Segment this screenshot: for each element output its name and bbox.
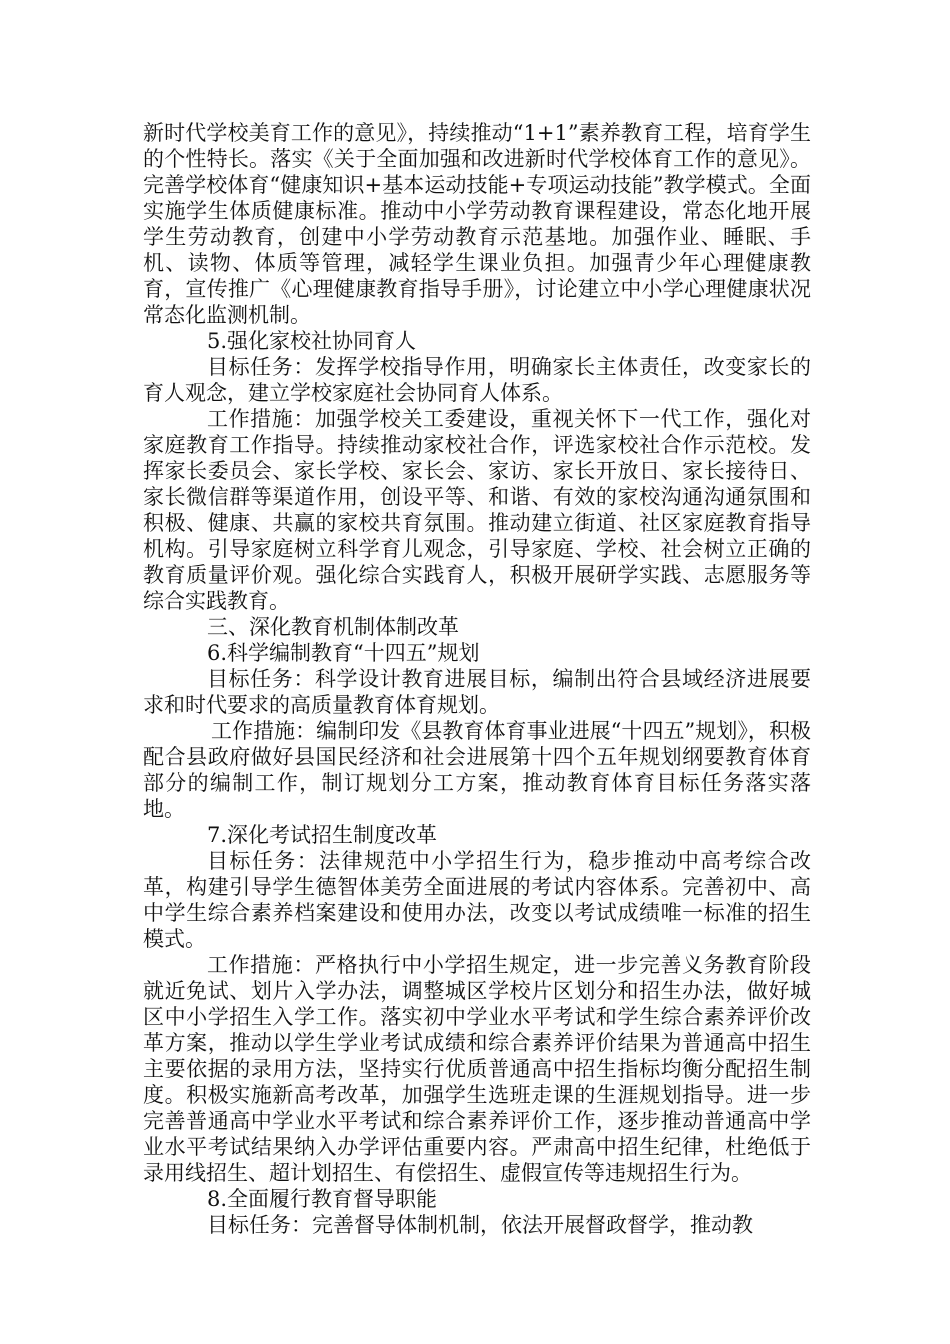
document-body	[143, 120, 811, 1238]
paragraph-measures-6: 工作措施：编制印发《县教育体育事业进展“十四五”规划》，积极配合县政府做好县国民经济和社会进展第十四个五年规划纲要教育体育部分的编制工作，制订规划分工方案，推动教育体育目标任务落实落地。	[143, 719, 811, 821]
paragraph-goal-6: 目标任务：科学设计教育进展目标，编制出符合县域经济进展要求和时代要求的高质量教育体育规划。	[143, 667, 811, 717]
paragraph-goal-7: 目标任务：法律规范中小学招生行为，稳步推动中高考综合改革，构建引导学生德智体美劳全面进展的考试内容体系。完善初中、高中学生综合素养档案建设和使用办法，改变以考试成绩唯一标准的招生模式。	[143, 849, 811, 951]
paragraph-goal-5: 目标任务：发挥学校指导作用，明确家长主体责任，改变家长的育人观念，建立学校家庭社会协同育人体系。	[143, 355, 811, 405]
part-heading-3: 三、深化教育机制体制改革	[207, 615, 459, 639]
paragraph-measures-5: 工作措施：加强学校关工委建设，重视关怀下一代工作，强化对家庭教育工作指导。持续推动家校社合作，评选家校社合作示范校。发挥家长委员会、家长学校、家长会、家访、家长开放日、家长接待日、家长微信群等渠道作用，创设平等、和谐、有效的家校沟通沟通氛围和积极、健康、共赢的家校共育氛围。推动建立街道、社区家庭教育指导机构。引导家庭树立科学育儿观念，引导家庭、学校、社会树立正确的教育质量评价观。强化综合实践育人，积极开展研学实践、志愿服务等综合实践教育。	[143, 407, 811, 613]
section-heading-8: 8.全面履行教育督导职能	[207, 1187, 438, 1211]
paragraph-continuation: 新时代学校美育工作的意见》，持续推动“1+1”素养教育工程，培育学生的个性特长。落实《关于全面加强和改进新时代学校体育工作的意见》。完善学校体育“健康知识+基本运动技能+专项运动技能”教学模式。全面实施学生体质健康标准。推动中小学劳动教育课程建设，常态化地开展学生劳动教育，创建中小学劳动教育示范基地。加强作业、睡眠、手机、读物、体质等管理，减轻学生课业负担。加强青少年心理健康教育，宣传推广《心理健康教育指导手册》，讨论建立中小学心理健康状况常态化监测机制。	[143, 121, 811, 327]
section-heading-5: 5.强化家校社协同育人	[207, 329, 417, 353]
section-heading-6: 6.科学编制教育“十四五”规划	[207, 641, 480, 665]
section-heading-7: 7.深化考试招生制度改革	[207, 823, 438, 847]
paragraph-measures-7: 工作措施：严格执行中小学招生规定，进一步完善义务教育阶段就近免试、划片入学办法，调整城区学校片区划分和招生办法，做好城区中小学招生入学工作。落实初中学业水平考试和学生综合素养评价改革方案，推动以学生学业考试成绩和综合素养评价结果为普通高中招生主要依据的录用方法，坚持实行优质普通高中招生指标均衡分配招生制度。积极实施新高考改革，加强学生选班走课的生涯规划指导。进一步完善普通高中学业水平考试和综合素养评价工作，逐步推动普通高中学业水平考试结果纳入办学评估重要内容。严肃高中招生纪律，杜绝低于录用线招生、超计划招生、有偿招生、虚假宣传等违规招生行为。	[143, 953, 811, 1185]
paragraph-goal-8: 目标任务：完善督导体制机制，依法开展督政督学，推动教	[207, 1213, 753, 1237]
